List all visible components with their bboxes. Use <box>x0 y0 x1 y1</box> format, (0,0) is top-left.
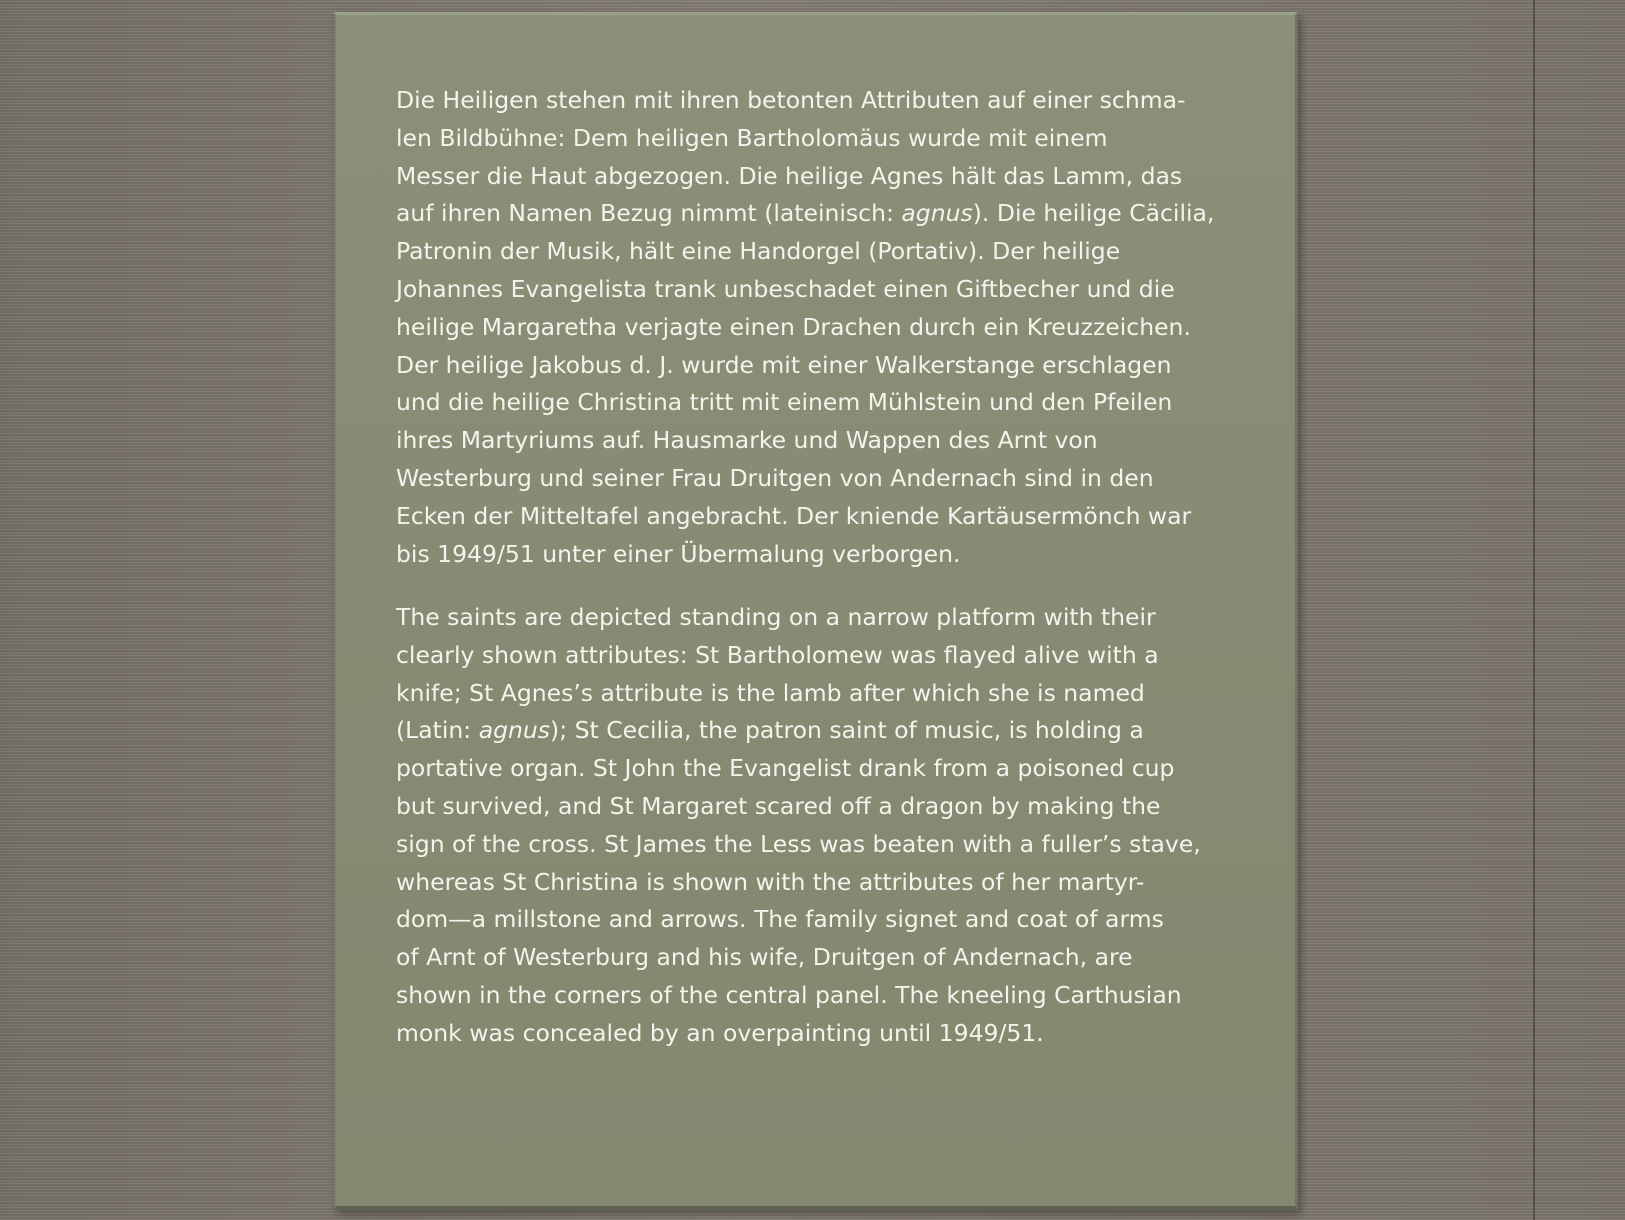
wall-seam <box>1533 0 1535 1220</box>
text-segment: Der heilige Jakobus d. J. wurde mit einer Walkerstange erschlagen <box>396 350 1172 379</box>
english-description <box>396 599 1256 1053</box>
english-text-line <box>396 750 1256 788</box>
german-text-line <box>396 536 1256 574</box>
english-text-line <box>396 712 1256 750</box>
text-segment: bis 1949/51 unter einer Übermalung verborgen. <box>396 539 961 568</box>
text-segment: Messer die Haut abgezogen. Die heilige Agnes hält das Lamm, das <box>396 161 1183 190</box>
english-text-line <box>396 826 1256 864</box>
english-text-line <box>396 864 1256 902</box>
text-segment: ); St Cecilia, the patron saint of music, is holding a <box>550 716 1144 745</box>
text-segment: und die heilige Christina tritt mit einem Mühlstein und den Pfeilen <box>396 388 1173 417</box>
text-segment: but survived, and St Margaret scared off a dragon by making the <box>396 791 1161 820</box>
english-text-line <box>396 599 1256 637</box>
text-segment: (Latin: <box>396 716 479 745</box>
german-text-line <box>396 233 1256 271</box>
text-segment: knife; St Agnes’s attribute is the lamb after which she is named <box>396 678 1145 707</box>
text-segment: sign of the cross. St James the Less was beaten with a fuller’s stave, <box>396 829 1201 858</box>
text-segment: auf ihren Namen Bezug nimmt (lateinisch: <box>396 199 902 228</box>
text-segment: ihres Martyriums auf. Hausmarke und Wappen des Arnt von <box>396 426 1098 455</box>
text-segment: shown in the corners of the central panel. The kneeling Carthusian <box>396 980 1182 1009</box>
german-text-line <box>396 422 1256 460</box>
english-text-line <box>396 939 1256 977</box>
text-segment: dom—a millstone and arrows. The family signet and coat of arms <box>396 905 1164 934</box>
german-description <box>396 82 1256 573</box>
german-text-line <box>396 271 1256 309</box>
text-segment: Johannes Evangelista trank unbeschadet einen Giftbecher und die <box>396 274 1175 303</box>
text-segment: clearly shown attributes: St Bartholomew was flayed alive with a <box>396 640 1159 669</box>
text-segment: whereas St Christina is shown with the attributes of her martyr- <box>396 867 1145 896</box>
german-text-line <box>396 498 1256 536</box>
german-text-line <box>396 195 1256 233</box>
italic-latin-word: agnus <box>901 199 973 228</box>
text-segment: of Arnt of Westerburg and his wife, Druitgen of Andernach, are <box>396 943 1133 972</box>
text-segment: Die Heiligen stehen mit ihren betonten Attributen auf einer schma- <box>396 86 1186 114</box>
english-text-line <box>396 788 1256 826</box>
german-text-line <box>396 460 1256 498</box>
text-segment: Westerburg und seiner Frau Druitgen von Andernach sind in den <box>396 463 1154 492</box>
text-segment: ). Die heilige Cäcilia, <box>972 199 1215 228</box>
german-text-line <box>396 347 1256 385</box>
german-text-line <box>396 158 1256 196</box>
text-segment: portative organ. St John the Evangelist drank from a poisoned cup <box>396 754 1175 783</box>
english-text-line <box>396 1015 1256 1053</box>
english-text-line <box>396 675 1256 713</box>
text-segment: The saints are depicted standing on a narrow platform with their <box>396 603 1156 631</box>
italic-latin-word: agnus <box>478 716 551 745</box>
german-text-line <box>396 384 1256 422</box>
text-segment: heilige Margaretha verjagte einen Drachen durch ein Kreuzzeichen. <box>396 312 1191 341</box>
text-segment: monk was concealed by an overpainting until 1949/51. <box>396 1018 1044 1047</box>
german-text-line <box>396 120 1256 158</box>
german-text-line <box>396 309 1256 347</box>
text-segment: len Bildbühne: Dem heiligen Bartholomäus wurde mit einem <box>396 123 1108 152</box>
english-text-line <box>396 637 1256 675</box>
english-text-line <box>396 901 1256 939</box>
museum-label-panel <box>334 12 1298 1210</box>
english-text-line <box>396 977 1256 1015</box>
text-segment: Ecken der Mitteltafel angebracht. Der kniende Kartäusermönch war <box>396 501 1192 530</box>
text-segment: Patronin der Musik, hält eine Handorgel (Portativ). Der heilige <box>396 237 1121 266</box>
german-text-line <box>396 82 1256 120</box>
